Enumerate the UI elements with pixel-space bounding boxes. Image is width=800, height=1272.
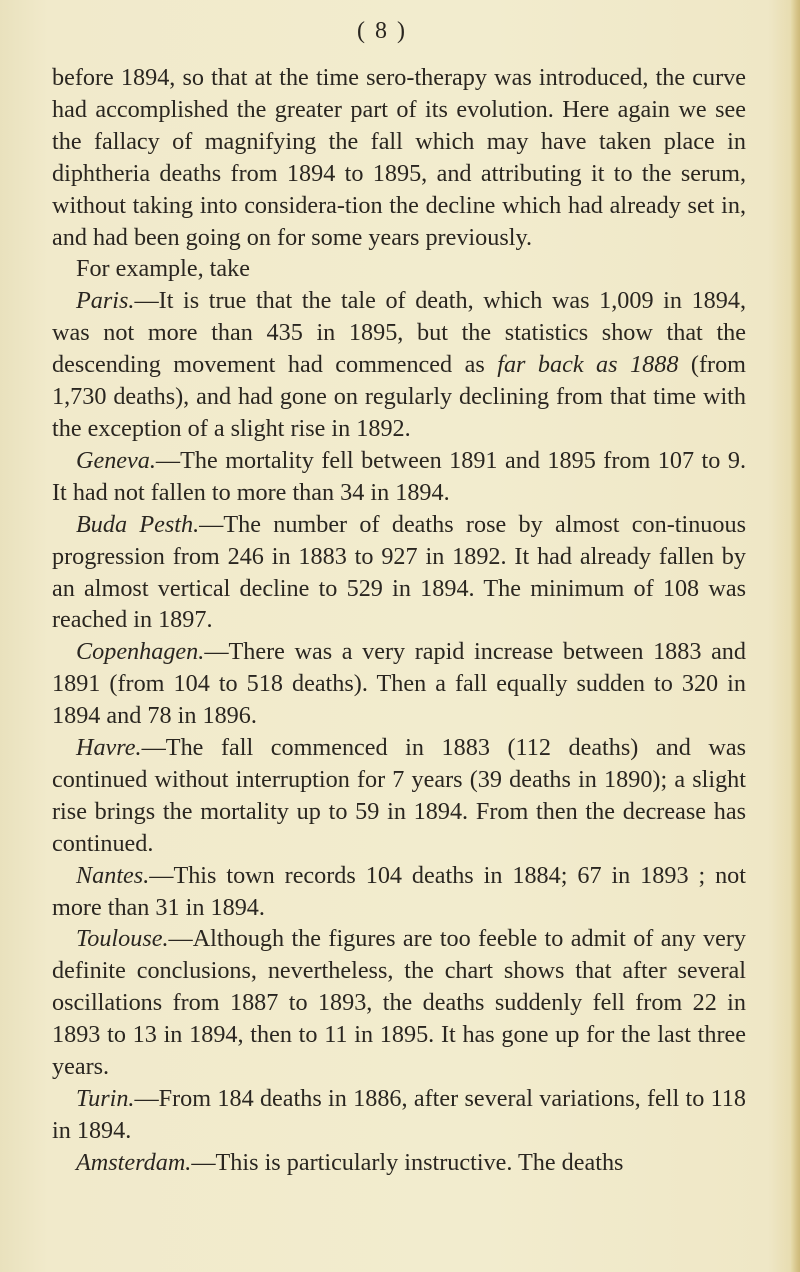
text-segment: (from 1,730 deaths), and had gone on regularly declining from that time with the exception of a slight rise in 1892. [52, 351, 746, 442]
paragraph-nantes [52, 860, 746, 924]
text-segment: —Although the figures are too feeble to admit of any very definite conclusions, nevertheless, the chart shows that after several oscillations from 1887 to 1893, the deaths suddenly fell from 22 in 1893 to 13 in 1894, then to 11 in 1895. It has gone up for the last three years. [52, 925, 746, 1081]
paragraph-intro [52, 253, 746, 285]
page-edge [791, 0, 800, 1272]
place-name: Havre. [76, 734, 142, 762]
body-text [52, 62, 746, 1179]
text-segment: —From 184 deaths in 1886, after several variations, fell to 118 in 1894. [52, 1085, 746, 1144]
text-segment: —This town records 104 deaths in 1884; 67 in 1893 ; not more than 31 in 1894. [52, 861, 746, 921]
page-number: ( 8 ) [357, 18, 407, 44]
place-name: Geneva. [76, 446, 156, 474]
place-name: Buda Pesth. [76, 510, 200, 538]
place-name: Toulouse. [76, 925, 169, 953]
place-name: Amsterdam. [76, 1148, 192, 1176]
text-segment: —It is true that the tale of death, which was 1,009 in 1894, was not more than 435 in 1895, but the statistics show that the descending movement had commenced as [52, 287, 746, 379]
paragraph-toulouse [52, 923, 746, 1083]
place-name: Turin. [76, 1085, 135, 1112]
text-segment: before 1894, so that at the time sero-therapy was introduced, the curve had accomplished the greater part of its evolution. Here again we see the fallacy of magnifying the fall which may have taken place in diphtheria deaths from 1894 to 1895, and attributing it to the serum, without taking into considera-tion the decline which had already set in, and had been going on for some years previously. [52, 64, 746, 251]
text-segment: —The fall commenced in 1883 (112 deaths) and was continued without interruption for 7 years (39 deaths in 1890); a slight rise brings the mortality up to 59 in 1894. From then the decrease has continued. [52, 734, 746, 857]
text-segment: —There was a very rapid increase between 1883 and 1891 (from 104 to 518 deaths). Then a fall equally sudden to 320 in 1894 and 78 in 1896. [52, 638, 746, 730]
text-segment: —The number of deaths rose by almost con-tinuous progression from 246 in 1883 to 927 in 1892. It had already fallen by an almost vertical decline to 529 in 1894. The minimum of 108 was reached in 1897. [52, 510, 746, 634]
paragraph-continuation [52, 62, 746, 253]
paragraph-havre [52, 732, 746, 860]
place-name: Paris. [76, 287, 135, 315]
text-segment: —This is particularly instructive. The deaths [191, 1148, 624, 1176]
paragraph-geneva [52, 445, 746, 509]
place-name: Nantes. [76, 861, 150, 889]
paragraph-buda-pesth [52, 509, 746, 637]
text-segment: —The mortality fell between 1891 and 1895 from 107 to 9. It had not fallen to more than 34 in 1894. [52, 446, 746, 506]
paragraph-copenhagen [52, 636, 746, 732]
emphasis-text: far back as 1888 [497, 351, 679, 379]
place-name: Copenhagen. [76, 638, 205, 666]
paragraph-turin [52, 1083, 746, 1147]
text-segment: For example, take [76, 255, 250, 283]
paragraph-amsterdam [52, 1147, 746, 1179]
paragraph-paris [52, 285, 746, 445]
